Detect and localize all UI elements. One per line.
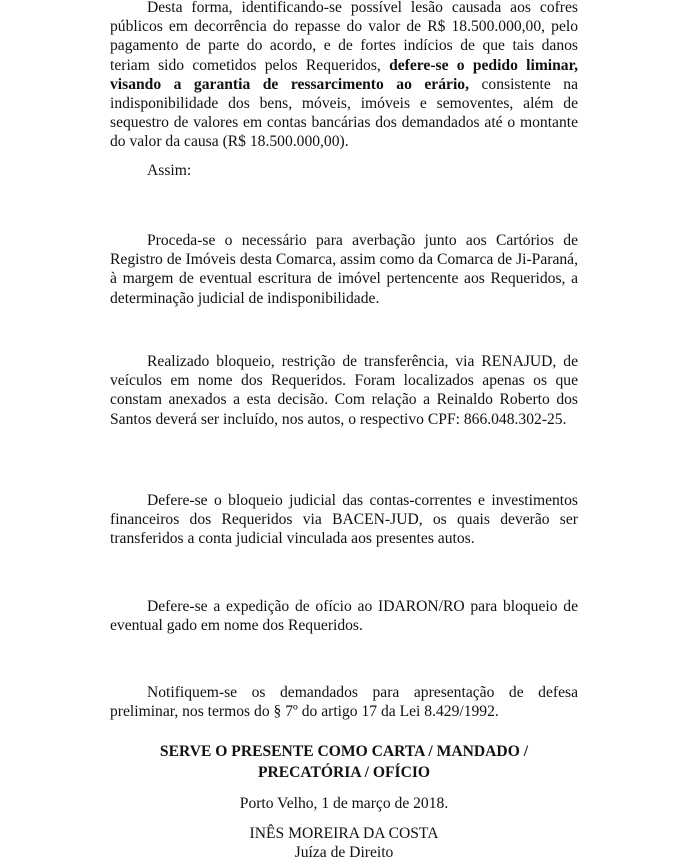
paragraph-bacenjud: Defere-se o bloqueio judicial das contas-correntes e investimentos financeiros dos Requeridos via BACEN-JUD, os quais deverão ser transferidos a conta judicial vinculada aos presentes autos.	[110, 492, 578, 548]
paragraph-injunction-text-start: Desta forma, identificando-se possível lesão causada aos cofres públicos em decorrência do repasse do valor de R$ 18.500.000,00, pelo pagamento de parte do acordo, e de fortes indícios de que tais danos teriam sido cometidos pelos Requeridos,	[110, 0, 578, 74]
paragraph-idaron: Defere-se a expedição de ofício ao IDARON/RO para bloqueio de eventual gado em nome dos Requeridos.	[110, 598, 578, 635]
paragraph-injunction-text-end: consistente na indisponibilidade dos bens, móveis, imóveis e semoventes, além de sequestro de valores em contas bancárias dos demandados até o montante do valor da causa (R$ 18.500.000,00).	[110, 75, 578, 151]
paragraph-registry: Proceda-se o necessário para averbação junto aos Cartórios de Registro de Imóveis desta Comarca, assim como da Comarca de Ji-Paraná, à margem de eventual escritura de imóvel pertencente aos Requeridos, a determinação judicial de indisponibilidade.	[110, 232, 578, 307]
closing-heading	[110, 741, 578, 783]
paragraph-assim: Assim:	[147, 162, 192, 179]
signer-name: INÊS MOREIRA DA COSTA	[249, 825, 439, 842]
signer-role: Juíza de Direito	[294, 844, 394, 861]
paragraph-injunction-bold-text: defere-se o pedido liminar, visando a garantia de ressarcimento ao erário,	[110, 56, 578, 93]
paragraph-renajud: Realizado bloqueio, restrição de transferência, via RENAJUD, de veículos em nome dos Requeridos. Foram localizados apenas os que constam anexados a esta decisão. Com relação a Reinaldo Roberto dos Santos deverá ser incluído, nos autos, o respectivo CPF: 866.048.302-25.	[110, 353, 578, 428]
closing-heading-line-1: SERVE O PRESENTE COMO CARTA / MANDADO /	[159, 743, 529, 760]
paragraph-injunction	[110, 0, 578, 152]
paragraph-notification: Notifiquem-se os demandados para apresentação de defesa preliminar, nos termos do § 7º do artigo 17 da Lei 8.429/1992.	[110, 684, 578, 721]
closing-heading-line-2: PRECATÓRIA / OFÍCIO	[257, 764, 431, 781]
place-date: Porto Velho, 1 de março de 2018.	[239, 795, 449, 812]
signature-block	[110, 824, 578, 862]
